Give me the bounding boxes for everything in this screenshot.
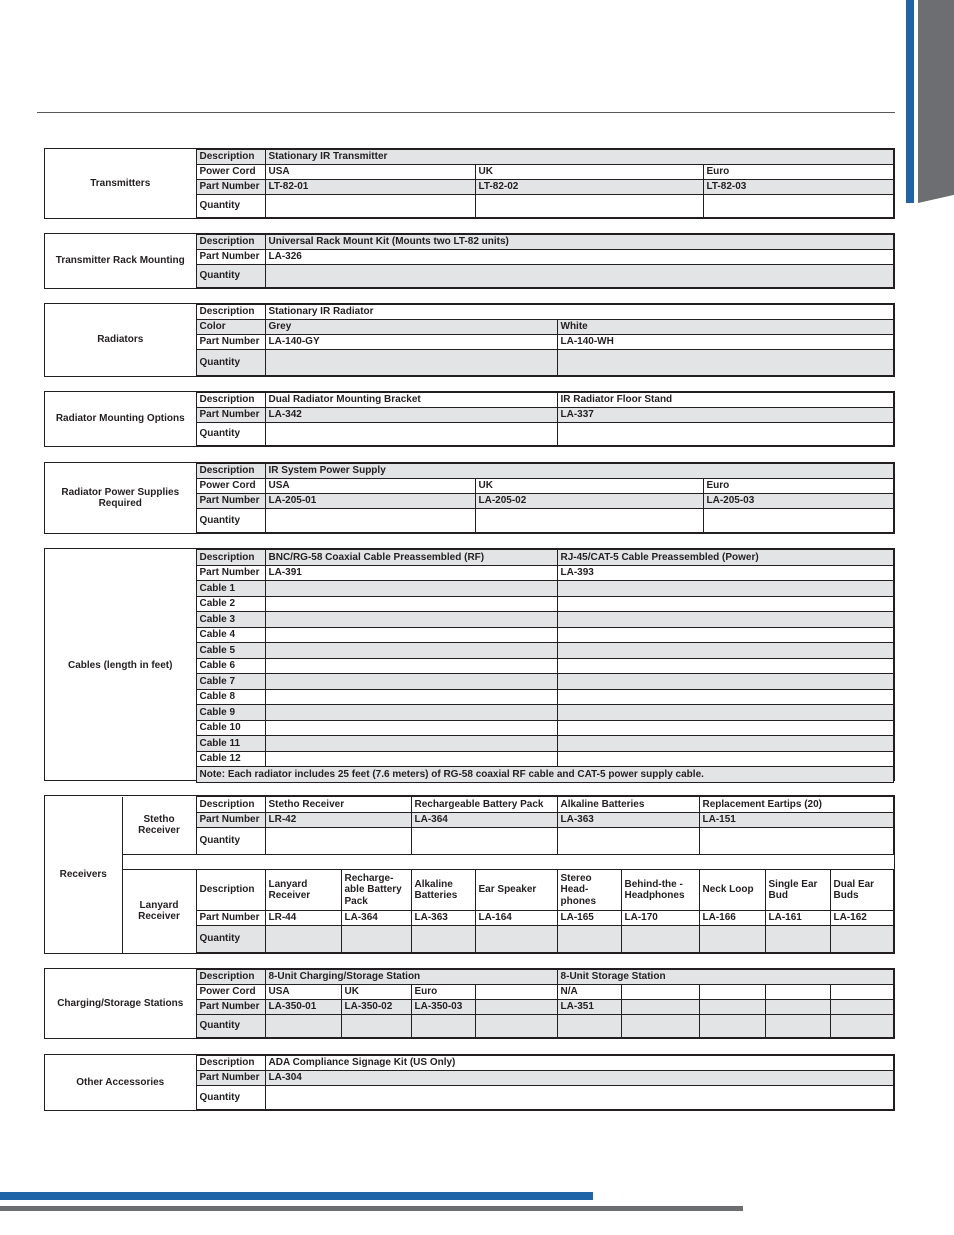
quantity-field[interactable] (265, 926, 341, 953)
row-label: Part Number (196, 250, 265, 265)
description-cell: Dual Radiator Mounting Bracket (265, 393, 557, 408)
section-radiator-power-supplies (44, 462, 895, 534)
part-number-cell: LT-82-02 (475, 180, 703, 195)
row-label: Quantity (196, 1086, 265, 1110)
part-number-cell: LR-44 (265, 911, 341, 926)
part-number-cell: LA-363 (411, 911, 475, 926)
part-number-cell: LA-170 (621, 911, 699, 926)
power-cord-cell: UK (475, 165, 703, 180)
part-number-cell: LT-82-01 (265, 180, 475, 195)
subcategory-label: Stetho Receiver (122, 797, 196, 855)
part-number-cell (475, 1000, 557, 1015)
category-label: Radiator Power Supplies Required (45, 464, 196, 533)
category-label: Other Accessories (45, 1056, 196, 1110)
footer-blue-bar (0, 1192, 593, 1200)
row-label: Description (196, 305, 265, 320)
cable-row-label: Cable 4 (196, 627, 265, 643)
cable-length-field[interactable] (557, 736, 894, 752)
cable-row-label: Cable 2 (196, 596, 265, 612)
part-number-cell: LA-350-02 (341, 1000, 411, 1015)
cable-row-label: Cable 5 (196, 643, 265, 659)
part-number-cell: LA-337 (557, 408, 894, 423)
side-tab-blue-bar (906, 0, 914, 203)
part-number-cell: LR-42 (265, 813, 411, 828)
description-cell: 8-Unit Charging/Storage Station (265, 970, 557, 985)
cable-length-field[interactable] (557, 612, 894, 628)
cable-length-field[interactable] (265, 581, 557, 597)
row-label: Description (196, 797, 265, 813)
cable-row-label: Cable 3 (196, 612, 265, 628)
power-cord-cell (621, 985, 699, 1000)
category-label: Radiator Mounting Options (45, 393, 196, 446)
cable-length-field[interactable] (557, 658, 894, 674)
receiver-spacer (122, 855, 894, 870)
row-label: Power Cord (196, 479, 265, 494)
section-other-accessories (44, 1054, 895, 1111)
cable-row-label: Cable 10 (196, 720, 265, 736)
quantity-field[interactable] (411, 1015, 475, 1038)
description-cell: Lanyard Receiver (265, 870, 341, 911)
description-cell: Stationary IR Transmitter (265, 150, 894, 165)
quantity-field[interactable] (557, 1015, 621, 1038)
power-cord-cell: UK (341, 985, 411, 1000)
quantity-field[interactable] (265, 265, 894, 288)
cable-length-field[interactable] (557, 596, 894, 612)
cable-length-field[interactable] (265, 612, 557, 628)
category-label: Receivers (45, 797, 122, 953)
description-cell: Recharge-able Battery Pack (341, 870, 411, 911)
part-number-cell: LA-363 (557, 813, 699, 828)
part-number-cell: LA-165 (557, 911, 621, 926)
part-number-cell (765, 1000, 830, 1015)
quantity-field[interactable] (265, 828, 411, 855)
category-label: Radiators (45, 305, 196, 376)
quantity-field[interactable] (703, 509, 894, 533)
part-number-cell: LA-166 (699, 911, 765, 926)
quantity-field[interactable] (411, 828, 557, 855)
description-cell: RJ-45/CAT-5 Cable Preassembled (Power) (557, 550, 894, 566)
row-label: Description (196, 870, 265, 911)
row-label: Description (196, 235, 265, 250)
quantity-field[interactable] (341, 1015, 411, 1038)
part-number-cell: LA-393 (557, 565, 894, 581)
part-number-cell: LA-205-01 (265, 494, 475, 509)
part-number-cell: LA-205-03 (703, 494, 894, 509)
row-label: Part Number (196, 1071, 265, 1086)
section-receivers (44, 795, 895, 954)
row-label: Quantity (196, 828, 265, 855)
row-label: Part Number (196, 1000, 265, 1015)
quantity-field[interactable] (557, 828, 699, 855)
description-cell: Stationary IR Radiator (265, 305, 894, 320)
row-label: Power Cord (196, 165, 265, 180)
row-label: Part Number (196, 180, 265, 195)
row-label: Description (196, 550, 265, 566)
cable-row-label: Cable 6 (196, 658, 265, 674)
description-cell: BNC/RG-58 Coaxial Cable Preassembled (RF) (265, 550, 557, 566)
power-cord-cell (830, 985, 893, 1000)
subcategory-label: Lanyard Receiver (122, 870, 196, 953)
cable-length-field[interactable] (557, 627, 894, 643)
row-label: Part Number (196, 565, 265, 581)
part-number-cell: LA-350-01 (265, 1000, 341, 1015)
part-number-cell: LA-391 (265, 565, 557, 581)
quantity-field[interactable] (699, 1015, 765, 1038)
part-number-cell: LA-350-03 (411, 1000, 475, 1015)
quantity-field[interactable] (265, 1015, 341, 1038)
row-label: Color (196, 320, 265, 335)
power-cord-cell: USA (265, 479, 475, 494)
cable-length-field[interactable] (265, 736, 557, 752)
row-label: Description (196, 393, 265, 408)
power-cord-cell (475, 985, 557, 1000)
cable-length-field[interactable] (557, 674, 894, 690)
power-cord-cell (699, 985, 765, 1000)
row-label: Quantity (196, 509, 265, 533)
description-cell: Replacement Eartips (20) (699, 797, 894, 813)
quantity-field[interactable] (265, 1086, 894, 1110)
power-cord-cell: Euro (703, 479, 894, 494)
cable-length-field[interactable] (557, 751, 894, 767)
quantity-field[interactable] (621, 926, 699, 953)
category-label: Transmitters (45, 150, 196, 218)
part-number-cell: LA-351 (557, 1000, 621, 1015)
description-cell: 8-Unit Storage Station (557, 970, 893, 985)
quantity-field[interactable] (830, 926, 894, 953)
part-number-cell: LA-140-GY (265, 335, 557, 350)
description-cell: Alkaline Batteries (411, 870, 475, 911)
cable-length-field[interactable] (265, 720, 557, 736)
cable-length-field[interactable] (265, 596, 557, 612)
description-cell: Neck Loop (699, 870, 765, 911)
section-charging-storage-stations (44, 968, 895, 1039)
part-number-cell: LA-342 (265, 408, 557, 423)
power-cord-cell: USA (265, 985, 341, 1000)
part-number-cell: LA-161 (765, 911, 830, 926)
part-number-cell: LT-82-03 (703, 180, 894, 195)
cable-length-field[interactable] (557, 720, 894, 736)
description-cell: Stereo Head-phones (557, 870, 621, 911)
cable-length-field[interactable] (557, 581, 894, 597)
quantity-field[interactable] (765, 1015, 830, 1038)
part-number-cell: LA-364 (411, 813, 557, 828)
part-number-cell (830, 1000, 893, 1015)
cable-length-field[interactable] (265, 689, 557, 705)
power-cord-cell: Euro (411, 985, 475, 1000)
section-radiators (44, 303, 895, 377)
cable-note: Note: Each radiator includes 25 feet (7.6 meters) of RG-58 coaxial RF cable and CAT-5 power supply cable. (196, 767, 894, 783)
cable-row-label: Cable 9 (196, 705, 265, 721)
quantity-field[interactable] (703, 195, 894, 218)
cable-row-label: Cable 11 (196, 736, 265, 752)
quantity-field[interactable] (265, 509, 475, 533)
row-label: Part Number (196, 494, 265, 509)
part-number-cell: LA-364 (341, 911, 411, 926)
part-number-cell: LA-326 (265, 250, 894, 265)
description-cell: Dual Ear Buds (830, 870, 894, 911)
header-rule (37, 112, 895, 113)
category-label: Charging/Storage Stations (45, 970, 196, 1038)
power-cord-cell: USA (265, 165, 475, 180)
category-label: Cables (length in feet) (45, 550, 196, 783)
row-label: Quantity (196, 350, 265, 376)
cable-length-field[interactable] (265, 705, 557, 721)
part-number-cell: LA-140-WH (557, 335, 894, 350)
description-cell: Behind-the -Headphones (621, 870, 699, 911)
description-cell: Alkaline Batteries (557, 797, 699, 813)
row-label: Quantity (196, 195, 265, 218)
cable-length-field[interactable] (265, 674, 557, 690)
quantity-field[interactable] (557, 423, 894, 446)
description-cell: ADA Compliance Signage Kit (US Only) (265, 1056, 894, 1071)
part-number-cell (621, 1000, 699, 1015)
section-transmitters (44, 148, 895, 219)
part-number-cell: LA-304 (265, 1071, 894, 1086)
description-cell: Ear Speaker (475, 870, 557, 911)
row-label: Quantity (196, 265, 265, 288)
row-label: Description (196, 150, 265, 165)
row-label: Quantity (196, 1015, 265, 1038)
cable-length-field[interactable] (557, 689, 894, 705)
quantity-field[interactable] (475, 1015, 557, 1038)
quantity-field[interactable] (557, 926, 621, 953)
quantity-field[interactable] (475, 926, 557, 953)
description-cell: IR Radiator Floor Stand (557, 393, 894, 408)
quantity-field[interactable] (411, 926, 475, 953)
footer-gray-bar (0, 1206, 743, 1211)
color-cell: Grey (265, 320, 557, 335)
row-label: Description (196, 1056, 265, 1071)
cable-length-field[interactable] (265, 751, 557, 767)
power-cord-cell: Euro (703, 165, 894, 180)
cable-row-label: Cable 7 (196, 674, 265, 690)
quantity-field[interactable] (265, 423, 557, 446)
quantity-field[interactable] (621, 1015, 699, 1038)
category-label: Transmitter Rack Mounting (45, 235, 196, 288)
description-cell: Rechargeable Battery Pack (411, 797, 557, 813)
part-number-cell: LA-151 (699, 813, 894, 828)
row-label: Description (196, 464, 265, 479)
description-cell: Universal Rack Mount Kit (Mounts two LT-82 units) (265, 235, 894, 250)
quantity-field[interactable] (475, 509, 703, 533)
color-cell: White (557, 320, 894, 335)
power-cord-cell: N/A (557, 985, 621, 1000)
quantity-field[interactable] (557, 350, 894, 376)
cable-row-label: Cable 8 (196, 689, 265, 705)
row-label: Power Cord (196, 985, 265, 1000)
row-label: Part Number (196, 813, 265, 828)
section-cables (44, 548, 895, 781)
quantity-field[interactable] (265, 195, 475, 218)
part-number-cell (699, 1000, 765, 1015)
quantity-field[interactable] (830, 1015, 893, 1038)
quantity-field[interactable] (475, 195, 703, 218)
row-label: Description (196, 970, 265, 985)
quantity-field[interactable] (765, 926, 830, 953)
row-label: Part Number (196, 408, 265, 423)
row-label: Part Number (196, 911, 265, 926)
section-radiator-mounting-options (44, 391, 895, 447)
quantity-field[interactable] (699, 828, 894, 855)
quantity-field[interactable] (341, 926, 411, 953)
part-number-cell: LA-162 (830, 911, 894, 926)
part-number-cell: LA-205-02 (475, 494, 703, 509)
cable-length-field[interactable] (557, 705, 894, 721)
row-label: Quantity (196, 926, 265, 953)
quantity-field[interactable] (699, 926, 765, 953)
cable-row-label: Cable 1 (196, 581, 265, 597)
cable-length-field[interactable] (265, 643, 557, 659)
power-cord-cell: UK (475, 479, 703, 494)
power-cord-cell (765, 985, 830, 1000)
part-number-cell: LA-164 (475, 911, 557, 926)
section-transmitter-rack-mounting (44, 233, 895, 289)
description-cell: Single Ear Bud (765, 870, 830, 911)
cable-length-field[interactable] (265, 658, 557, 674)
row-label: Quantity (196, 423, 265, 446)
description-cell: IR System Power Supply (265, 464, 894, 479)
side-tab (918, 0, 954, 203)
cable-length-field[interactable] (265, 627, 557, 643)
description-cell: Stetho Receiver (265, 797, 411, 813)
cable-length-field[interactable] (557, 643, 894, 659)
row-label: Part Number (196, 335, 265, 350)
quantity-field[interactable] (265, 350, 557, 376)
cable-row-label: Cable 12 (196, 751, 265, 767)
